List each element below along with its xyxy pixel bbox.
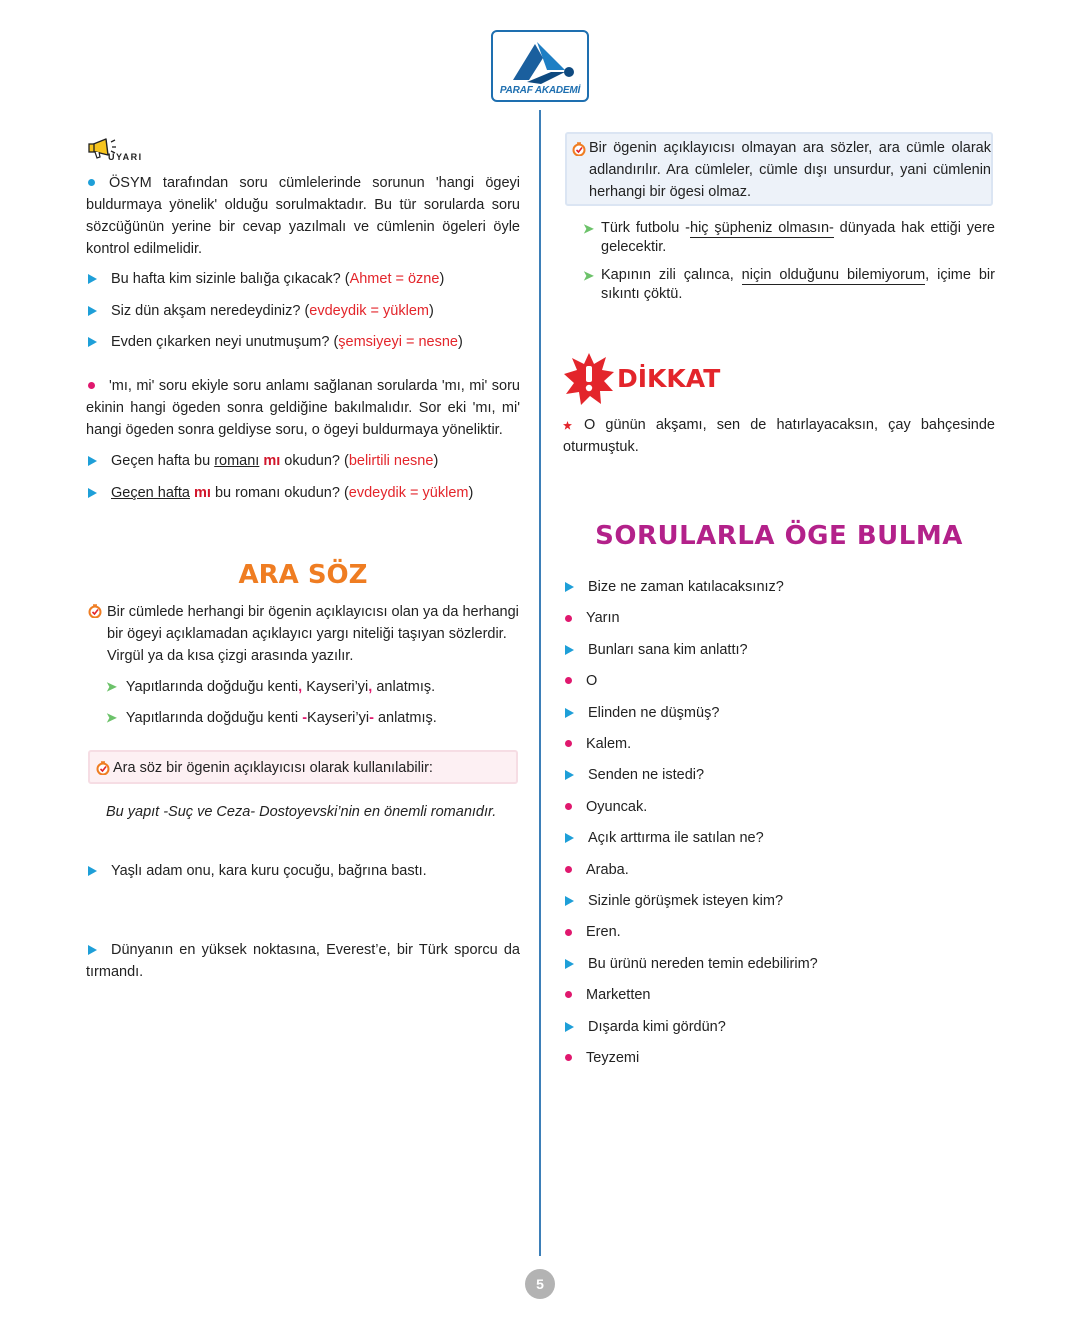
star-bullet-icon (563, 421, 572, 430)
example-4-answer: belirtili nesne (348, 453, 434, 469)
logo-icon (507, 36, 577, 88)
sorularla-heading: SORULARLA ÖGE BULMA (595, 521, 963, 551)
answer-item (563, 733, 631, 755)
example-8 (86, 860, 520, 882)
dikkat-paragraph (563, 414, 995, 458)
right-example-2-start: Kapının zili çalınca, (601, 267, 742, 283)
ara-soz-note-text: Ara söz bir ögenin açıklayıcısı olarak kullanılabilir: (113, 760, 433, 776)
right-example-1-start: Türk futbolu - (601, 220, 691, 236)
example-4-underlined: romanı (214, 453, 260, 469)
example-5-mi: mı (194, 485, 211, 501)
example-3-text: Evden çıkarken neyi unutmuşum? ( (111, 334, 339, 350)
ara-cumle-note (565, 132, 993, 206)
ara-soz-definition (86, 601, 520, 667)
close-paren: ) (468, 485, 474, 501)
dash-mark: - (369, 710, 374, 726)
example-6-middle: Kayseri’yi (302, 679, 369, 695)
example-3 (86, 331, 520, 353)
right-example-1-end: dünyada hak ettiği yere gelecektir. (601, 220, 995, 255)
answer-item (563, 921, 621, 943)
bullet-dot-icon (565, 866, 572, 873)
dikkat-text: O günün akşamı, sen de hatırlayacaksın, çay bahçesinde oturmuştuk. (563, 417, 995, 455)
example-2-answer: evdeydik = yüklem (309, 303, 429, 319)
osym-text: ÖSYM tarafından soru cümlelerinde sorunun 'hangi ögeyi buldurmaya yönelik' olduğu sorulmaktadır. Bu tür sorularda soru sözcüğünün yerine bir cevap yazılmalı ve cümlenin ögeleri öyle kontrol edilmelidir. (86, 175, 520, 257)
example-7-text: Yapıtlarında doğduğu kenti (125, 710, 303, 726)
chevron-right-icon: ➤ (583, 221, 594, 236)
example-2-text: Siz dün akşam neredeydiniz? ( (111, 303, 310, 319)
example-7-middle: Kayseri’yi (307, 710, 370, 726)
ara-cumle-note-text: Bir ögenin açıklayıcısı olmayan ara sözler, ara cümle olarak adlandırılır. Ara cümleler, cümle dışı unsurdur, yani cümlenin herhangi bir ögesi olmaz. (589, 140, 991, 200)
question-item (563, 890, 783, 912)
answer-text: Kalem. (586, 736, 632, 752)
example-5-rest: bu romanı okudun? ( (210, 485, 349, 501)
example-7 (106, 707, 520, 729)
example-7-end: anlatmış. (373, 710, 437, 726)
chevron-right-icon: ➤ (106, 710, 117, 725)
triangle-bullet-icon (565, 959, 574, 969)
triangle-bullet-icon (565, 770, 574, 780)
question-text: Bu ürünü nereden temin edebilirim? (588, 955, 818, 972)
triangle-bullet-icon (565, 1022, 574, 1032)
example-4-mi: mı (263, 453, 281, 469)
right-example-1-underlined: hiç şüpheniz olmasın- (690, 220, 834, 236)
chevron-right-icon: ➤ (583, 268, 594, 283)
comma-mark: , (298, 679, 303, 695)
triangle-bullet-icon (88, 306, 97, 316)
example-3-answer: şemsiyeyi = nesne (338, 334, 458, 350)
chevron-right-icon: ➤ (106, 679, 117, 694)
question-item (563, 1016, 726, 1038)
mi-text: 'mı, mi' soru ekiyle soru anlamı sağlanan sorularda 'mı, mi' soru ekinin hangi ögeden sonra geldiğine bakılmalıdır. Sor eki 'mı, mi' hangi ögeden sonra geldiyse soru, o ögeyi buldurmaya yöneliktir. (86, 378, 520, 438)
italic-example: Bu yapıt -Suç ve Ceza- Dostoyevski’nin en önemli romanıdır. (106, 804, 497, 820)
answer-item (563, 1047, 639, 1069)
bullet-dot-icon (88, 382, 95, 389)
example-6-text: Yapıtlarında doğduğu kenti (125, 679, 299, 695)
right-example-1-text (601, 219, 995, 257)
bullet-dot-icon (565, 991, 572, 998)
dikkat-badge (563, 352, 763, 408)
answer-item (563, 859, 629, 881)
ara-soz-heading: ARA SÖZ (238, 560, 368, 590)
example-8-text: Yaşlı adam onu, kara kuru çocuğu, bağrına bastı. (111, 863, 427, 879)
uyari-badge (88, 136, 148, 166)
note-icon (572, 142, 586, 156)
triangle-bullet-icon (565, 582, 574, 592)
triangle-bullet-icon (88, 945, 97, 955)
question-item (563, 576, 784, 598)
question-item (563, 764, 704, 786)
example-2 (86, 300, 520, 322)
question-text: Bize ne zaman katılacaksınız? (588, 579, 784, 595)
right-example-1 (581, 219, 995, 257)
note-icon (96, 761, 110, 775)
close-paren: ) (439, 271, 445, 287)
example-1-answer: Ahmet = özne (349, 271, 440, 287)
answer-text: Eren. (586, 924, 621, 941)
example-6 (106, 676, 520, 698)
triangle-bullet-icon (565, 833, 574, 843)
osym-paragraph (86, 172, 520, 260)
bullet-dot-icon (565, 740, 572, 747)
answer-text: Teyzemi (586, 1050, 640, 1066)
paraf-akademi-logo (491, 30, 589, 102)
triangle-bullet-icon (565, 896, 574, 906)
example-5 (86, 482, 520, 504)
logo-text: PARAF AKADEMİ (499, 85, 581, 96)
answer-item (563, 796, 647, 818)
close-paren: ) (457, 334, 463, 350)
bullet-dot-icon (565, 677, 572, 684)
triangle-bullet-icon (565, 708, 574, 718)
ara-soz-note (88, 750, 518, 784)
dikkat-title: DİKKAT (617, 364, 721, 393)
example-9-text: Dünyanın en yüksek noktasına, Everest’e, bir Türk sporcu da tırmandı. (86, 942, 520, 980)
uyari-label: UYARI (108, 152, 143, 162)
bullet-dot-icon (88, 179, 95, 186)
answer-item (563, 607, 620, 629)
question-text: Bunları sana kim anlattı? (588, 641, 748, 658)
answer-text: Araba. (586, 861, 629, 878)
answer-text: Yarın (586, 610, 620, 627)
ara-soz-definition-text: Bir cümlede herhangi bir ögenin açıklayıcısı olan ya da herhangi bir ögeyi açıklamadan açıklayıcı yargı niteliği taşıyan sözlerdir. Virgül ya da kısa çizgi arasında yazılır. (107, 604, 519, 664)
question-text: Senden ne istedi? (588, 767, 705, 784)
page-number: 5 (525, 1269, 555, 1299)
example-5-answer: evdeydik = yüklem (348, 485, 469, 501)
bullet-dot-icon (565, 929, 572, 936)
example-1 (86, 268, 520, 290)
question-item (563, 702, 719, 724)
bullet-dot-icon (565, 615, 572, 622)
right-example-2-text (601, 266, 995, 304)
answer-item (563, 984, 650, 1006)
right-example-2-underlined: niçin olduğunu bilemiyorum (741, 267, 926, 283)
example-4-text: Geçen hafta bu (111, 453, 215, 469)
answer-text: Oyuncak. (586, 798, 648, 815)
comma-mark: , (368, 679, 373, 695)
note-icon (88, 604, 102, 618)
triangle-bullet-icon (88, 488, 97, 498)
exclamation-burst-icon (563, 352, 615, 406)
close-paren: ) (428, 303, 434, 319)
example-5-underlined: Geçen hafta (111, 485, 190, 501)
answer-text: O (586, 673, 598, 690)
close-paren: ) (433, 453, 439, 469)
triangle-bullet-icon (565, 645, 574, 655)
right-example-2-end: , içime bir sıkıntı çöktü. (601, 267, 995, 302)
bullet-dot-icon (565, 1054, 572, 1061)
question-text: Dışarda kimi gördün? (588, 1018, 726, 1035)
question-text: Açık arttırma ile satılan ne? (588, 830, 764, 847)
question-item (563, 827, 764, 849)
triangle-bullet-icon (88, 337, 97, 347)
example-9 (86, 939, 520, 983)
right-example-2 (581, 266, 995, 304)
question-item (563, 953, 818, 975)
question-item (563, 639, 748, 661)
question-text: Elinden ne düşmüş? (588, 704, 720, 721)
triangle-bullet-icon (88, 456, 97, 466)
example-6-end: anlatmış. (372, 679, 436, 695)
example-4 (86, 450, 520, 472)
example-1-text: Bu hafta kim sizinle balığa çıkacak? ( (111, 271, 350, 287)
triangle-bullet-icon (88, 274, 97, 284)
question-text: Sizinle görüşmek isteyen kim? (588, 893, 784, 909)
dash-mark: - (302, 710, 308, 726)
column-divider (539, 110, 541, 1256)
answer-text: Marketten (586, 987, 651, 1004)
bullet-dot-icon (565, 803, 572, 810)
answer-item (563, 670, 597, 692)
mi-paragraph (86, 375, 520, 441)
example-4-rest: okudun? ( (280, 453, 349, 469)
triangle-bullet-icon (88, 866, 97, 876)
